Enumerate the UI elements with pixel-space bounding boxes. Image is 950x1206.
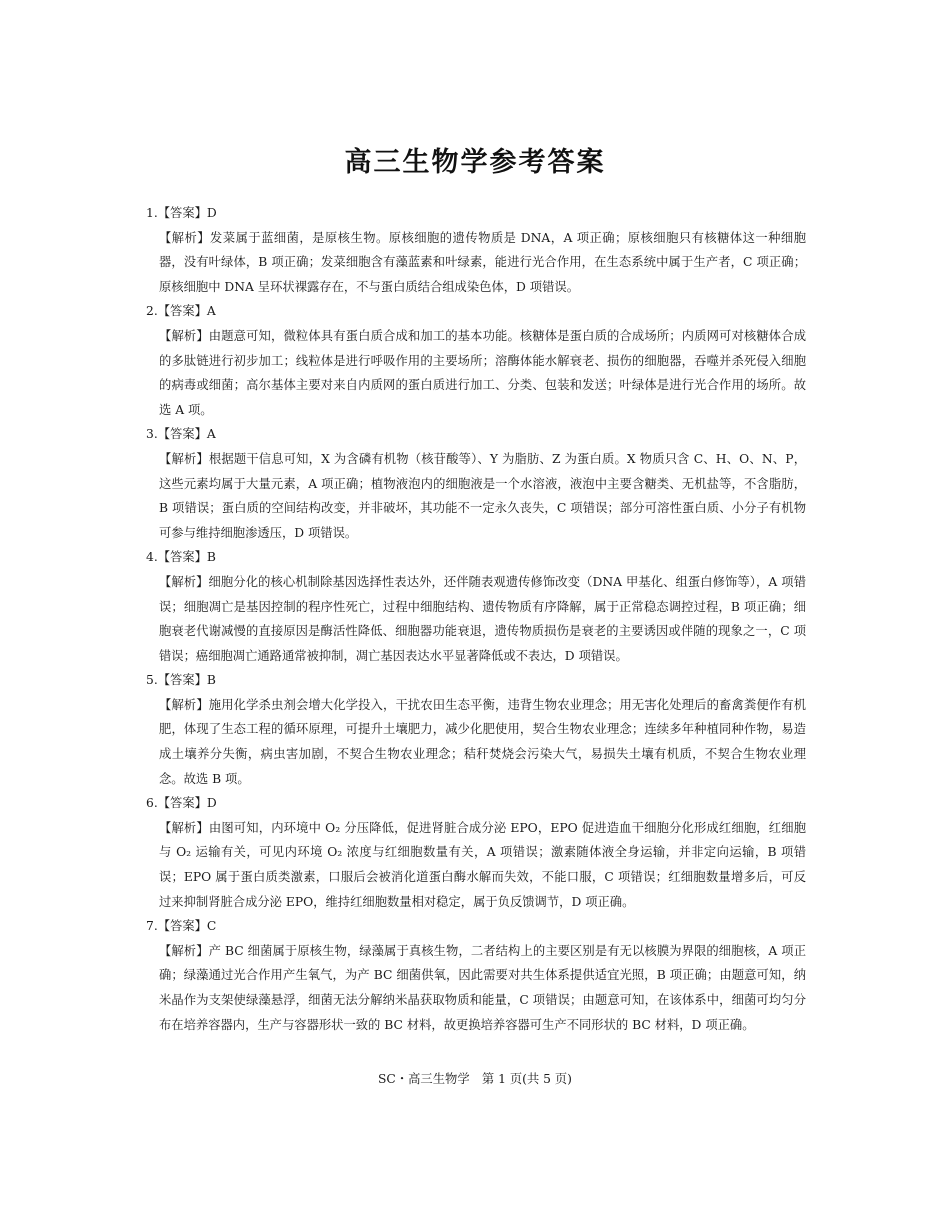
answer-label: 7.【答案】C xyxy=(146,919,217,934)
explanation-text: 【解析】产 BC 细菌属于原核生物，绿藻属于真核生物，二者结构上的主要区别是有无以核膜为界限的细胞核，A 项正确；绿藻通过光合作用产生氧气，为产 BC 细菌供氧，因此需要对共生体系提供适宜光照，B 项正确；由题意可知，纳米晶作为支架使绿藻悬浮，细菌无法分解纳米晶获取物质和能量，C 项错误；由题意可知，在该体系中，细菌可均匀分布在培养容器内，生产与容器形状一致的 BC 材料，故更换培养容器可生产不同形状的 BC 材料，D 项正确。 xyxy=(159,943,806,1032)
explanation-text: 【解析】细胞分化的核心机制除基因选择性表达外，还伴随表观遗传修饰改变（DNA 甲基化、组蛋白修饰等），A 项错误；细胞凋亡是基因控制的程序性死亡，过程中细胞结构、遗传物质有序降解，属于正常稳态调控过程，B 项正确；细胞衰老代谢减慢的直接原因是酶活性降低、细胞器功能衰退，遗传物质损伤是衰老的主要诱因或伴随的现象之一，C 项错误；癌细胞凋亡通路通常被抑制，凋亡基因表达水平显著降低或不表达，D 项错误。 xyxy=(159,574,806,663)
explanation-text: 【解析】由题意可知，微粒体具有蛋白质合成和加工的基本功能。核糖体是蛋白质的合成场所；内质网可对核糖体合成的多肽链进行初步加工；线粒体是进行呼吸作用的主要场所；溶酶体能水解衰老、损伤的细胞器，吞噬并杀死侵入细胞的病毒或细菌；高尔基体主要对来自内质网的蛋白质进行加工、分类、包装和发送；叶绿体是进行光合作用的场所。故选 A 项。 xyxy=(159,328,806,417)
question-item xyxy=(146,422,806,545)
explanation-text: 【解析】发菜属于蓝细菌，是原核生物。原核细胞的遗传物质是 DNA，A 项正确；原核细胞只有核糖体这一种细胞器，没有叶绿体，B 项正确；发菜细胞含有藻蓝素和叶绿素，能进行光合作用，在生态系统中属于生产者，C 项正确；原核细胞中 DNA 呈环状裸露存在，不与蛋白质结合组成染色体，D 项错误。 xyxy=(159,230,806,294)
answer-list xyxy=(146,201,806,1037)
answer-label: 1.【答案】D xyxy=(146,206,217,220)
page-title: 高三生物学参考答案 xyxy=(344,147,606,178)
page-footer: SC・高三生物学 第 1 页(共 5 页) xyxy=(378,1072,572,1086)
answer-label: 4.【答案】B xyxy=(146,550,216,565)
answer-label: 5.【答案】B xyxy=(146,673,216,688)
question-item xyxy=(146,545,806,668)
question-item xyxy=(146,201,806,299)
explanation-text: 【解析】根据题干信息可知，X 为含磷有机物（核苷酸等）、Y 为脂肪、Z 为蛋白质。X 物质只含 C、H、O、N、P，这些元素均属于大量元素，A 项正确；植物液泡内的细胞液是一个水溶液，液泡中主要含糖类、无机盐等，不含脂肪，B 项错误；蛋白质的空间结构改变，并非破坏，其功能不一定永久丧失，C 项错误；部分可溶性蛋白质、小分子有机物可参与维持细胞渗透压，D 项错误。 xyxy=(159,451,806,540)
answer-label: 3.【答案】A xyxy=(146,427,216,442)
question-item xyxy=(146,299,806,422)
question-item xyxy=(146,914,806,1037)
explanation-text: 【解析】施用化学杀虫剂会增大化学投入，干扰农田生态平衡，违背生物农业理念；用无害化处理后的畜禽粪便作有机肥，体现了生态工程的循环原理，可提升土壤肥力，减少化肥使用，契合生物农业理念；连续多年种植同种作物，易造成土壤养分失衡，病虫害加剧，不契合生物农业理念；秸秆焚烧会污染大气，易损失土壤有机质，不契合生物农业理念。故选 B 项。 xyxy=(159,697,806,786)
answer-label: 2.【答案】A xyxy=(146,304,216,319)
question-item xyxy=(146,668,806,791)
question-item xyxy=(146,791,806,914)
explanation-text: 【解析】由图可知，内环境中 O₂ 分压降低，促进肾脏合成分泌 EPO，EPO 促进造血干细胞分化形成红细胞，红细胞与 O₂ 运输有关，可见内环境 O₂ 浓度与红细胞数量有关，A 项错误；激素随体液全身运输，并非定向运输，B 项错误；EPO 属于蛋白质类激素，口服后会被消化道蛋白酶水解而失效，不能口服，C 项错误；红细胞数量增多后，可反过来抑制肾脏合成分泌 EPO，维持红细胞数量相对稳定，属于负反馈调节，D 项正确。 xyxy=(159,820,806,909)
answer-label: 6.【答案】D xyxy=(146,796,217,811)
